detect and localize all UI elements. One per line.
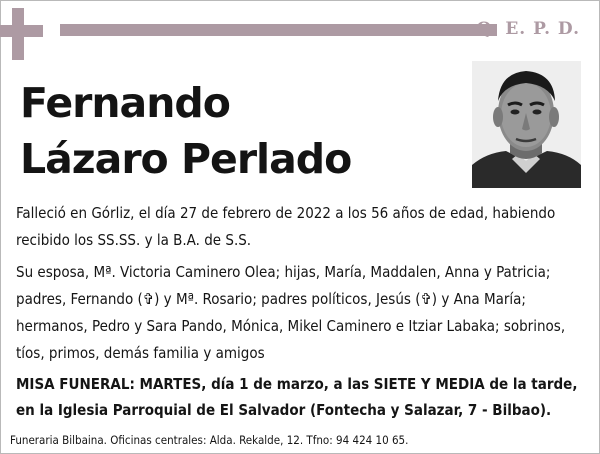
portrait-photo xyxy=(472,61,581,188)
deceased-portrait xyxy=(472,61,581,188)
qepd-tag: Q. E. P. D. xyxy=(476,19,580,39)
family-members-text: Su esposa, Mª. Victoria Caminero Olea; hijas, María, Maddalen, Anna y Patricia; padres, Fernando (✞) y Mª. Rosario; padres políticos, Jesús (✞) y Ana María; hermanos, Pedro y Sara Pando, Mónica, Mikel Caminero e Itziar Labaka; sobrinos, tíos, primos, demás familia y amigos xyxy=(16,263,566,362)
cross-icon xyxy=(0,0,60,62)
death-notice-text: Falleció en Górliz, el día 27 de febrero de 2022 a los 56 años de edad, habiendo recibido los SS.SS. y la B.A. de S.S. xyxy=(16,204,556,249)
deceased-name-surnames: Lázaro Perlado xyxy=(20,135,352,183)
funeral-mass-text: MISA FUNERAL: MARTES, día 1 de marzo, a las SIETE Y MEDIA de la tarde, en la Iglesia Parroquial de El Salvador (Fontecha y Salazar, 7 - Bilbao). xyxy=(16,375,578,419)
funeral-home-footer: Funeraria Bilbaina. Oficinas centrales: Alda. Rekalde, 12. Tfno: 94 424 10 65. xyxy=(10,433,409,447)
header-divider-bar xyxy=(60,24,497,36)
deceased-name-first: Fernando xyxy=(20,79,230,127)
